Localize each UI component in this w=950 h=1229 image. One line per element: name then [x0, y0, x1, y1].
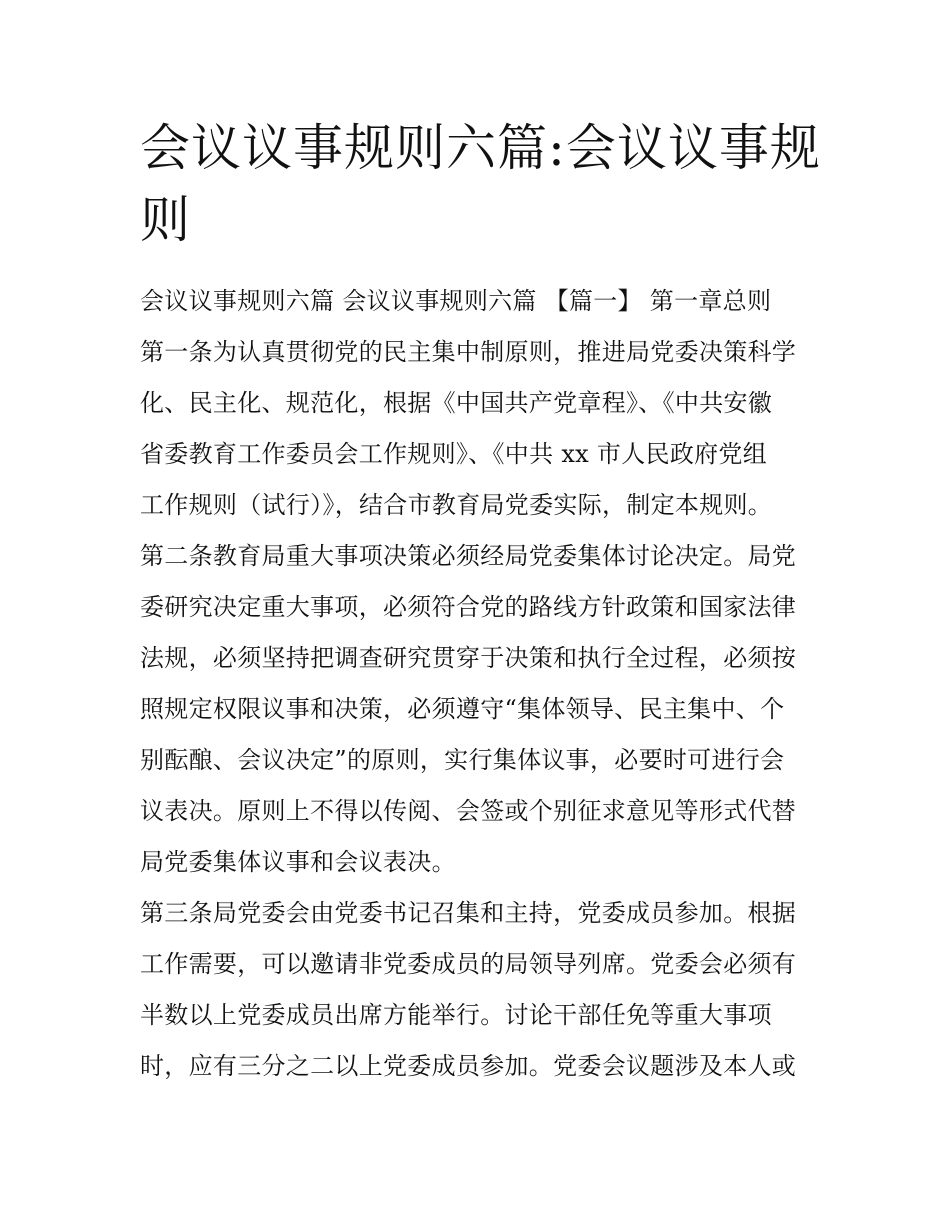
body-line: 照规定权限议事和决策，必须遵守“集体领导、民主集中、个	[140, 695, 785, 723]
body-line: 会议议事规则六篇 会议议事规则六篇 【篇一】 第一章总则	[140, 287, 772, 315]
body-line: 法规，必须坚持把调查研究贯穿于决策和执行全过程，必须按	[140, 644, 797, 672]
title-line: 则	[140, 191, 191, 249]
title-line: 会议议事规则六篇:会议议事规	[140, 119, 821, 177]
body-line: 第一条为认真贯彻党的民主集中制原则，推进局党委决策科学	[140, 338, 797, 366]
body-line: 省委教育工作委员会工作规则》、《中共 xx 市人民政府党组	[140, 440, 768, 468]
body-line: 半数以上党委成员出席方能举行。讨论干部任免等重大事项	[140, 1001, 772, 1029]
document-title	[140, 112, 820, 256]
body-line: 委研究决定重大事项，必须符合党的路线方针政策和国家法律	[140, 593, 797, 621]
body-line: 工作规则（试行）》，结合市教育局党委实际，制定本规则。	[140, 491, 773, 519]
body-line: 化、民主化、规范化，根据《中国共产党章程》、《中共安徽	[140, 389, 773, 417]
body-line: 议表决。原则上不得以传阅、会签或个别征求意见等形式代替	[140, 797, 797, 825]
body-line: 第三条局党委会由党委书记召集和主持，党委成员参加。根据	[140, 899, 797, 927]
body-line: 工作需要，可以邀请非党委成员的局领导列席。党委会必须有	[140, 950, 797, 978]
body-line: 别酝酿、会议决定”的原则，实行集体议事，必要时可进行会	[140, 746, 785, 774]
document-body	[140, 276, 830, 1092]
body-line: 局党委集体议事和会议表决。	[140, 848, 456, 876]
body-line: 时，应有三分之二以上党委成员参加。党委会议题涉及本人或	[140, 1052, 797, 1080]
body-line: 第二条教育局重大事项决策必须经局党委集体讨论决定。局党	[140, 542, 797, 570]
